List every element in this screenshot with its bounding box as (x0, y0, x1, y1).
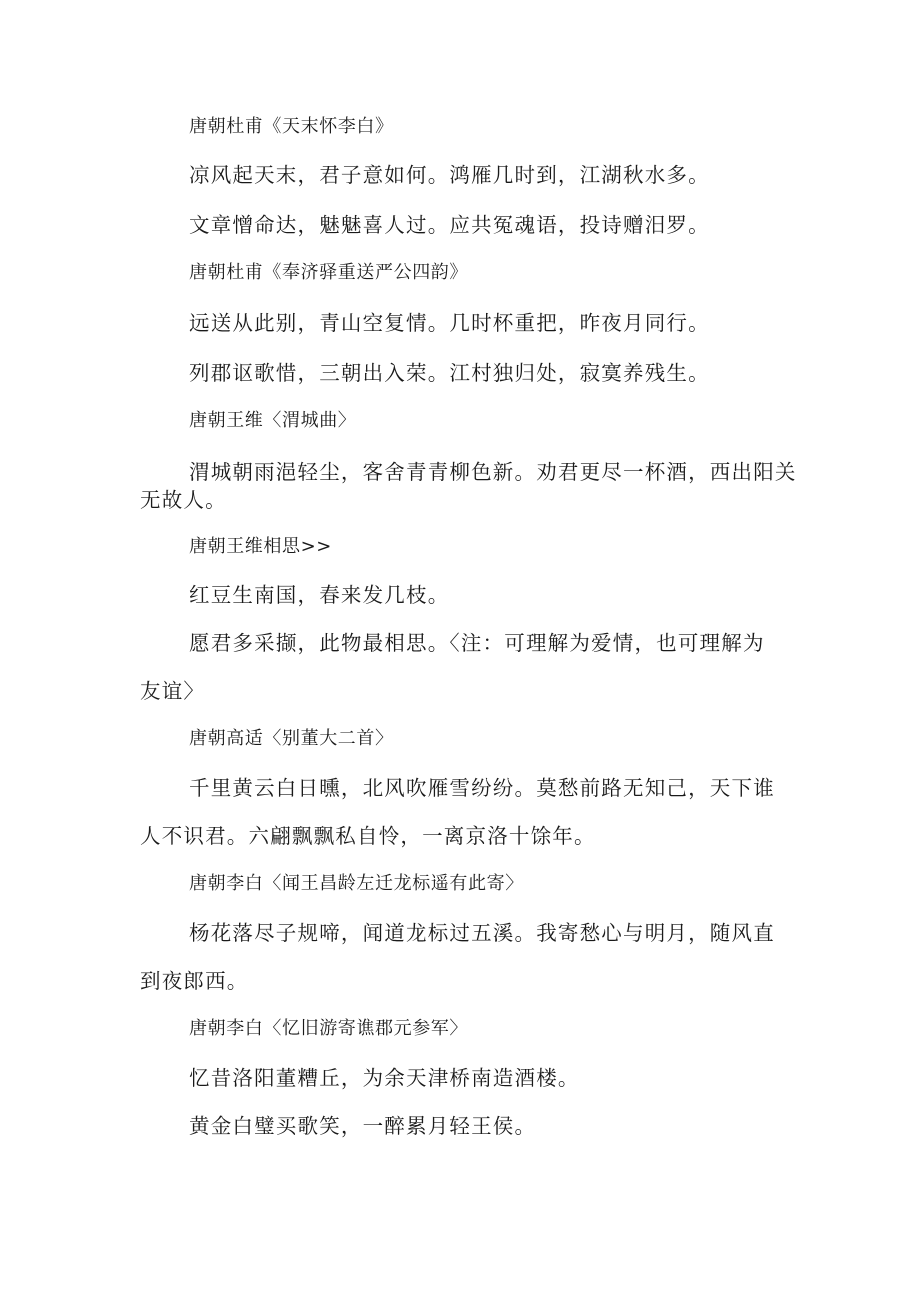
poem-heading: 唐朝杜甫《奉济驿重送严公四韵》 (189, 262, 468, 283)
poem-heading: 唐朝王维〈渭城曲〉 (189, 410, 357, 431)
poem-line: 忆昔洛阳董糟丘，为余天津桥南造酒楼。 (189, 1066, 580, 1090)
poem-line: 到夜郎西。 (140, 969, 249, 993)
poem-heading: 唐朝杜甫《天末怀李白》 (189, 116, 394, 137)
poem-line: 黄金白璧买歌笑，一醉累月轻王侯。 (189, 1114, 537, 1138)
poem-line: 文章憎命达，魅魅喜人过。应共冤魂语，投诗赠汨罗。 (189, 213, 710, 237)
poem-line: 杨花落尽子规啼，闻道龙标过五溪。我寄愁心与明月，随风直 (189, 921, 775, 945)
poem-line: 列郡讴歌惜，三朝出入荣。江村独归处，寂寞养残生。 (189, 361, 710, 385)
poem-line: 愿君多采撷，此物最相思。〈注：可理解为爱情，也可理解为 (189, 631, 765, 655)
poem-line: 千里黄云白日曛，北风吹雁雪纷纷。莫愁前路无知己，天下谁 (189, 776, 775, 800)
poem-heading: 唐朝高适〈别董大二首〉 (189, 728, 394, 749)
poem-paragraph: 渭城朝雨浥轻尘，客舍青青柳色新。劝君更尽一杯酒，西出阳关无故人。 (140, 460, 797, 512)
poem-line: 红豆生南国，春来发几枝。 (189, 583, 450, 607)
poem-heading: 唐朝王维相思>> (189, 536, 332, 557)
poem-line: 远送从此别，青山空复情。几时杯重把，昨夜月同行。 (189, 311, 710, 335)
poem-line: 凉风起天末，君子意如何。鸿雁几时到，江湖秋水多。 (189, 163, 710, 187)
poem-heading: 唐朝李白〈忆旧游寄谯郡元参军〉 (189, 1018, 468, 1039)
poem-line: 人不识君。六翩飘飘私自怜，一离京洛十馀年。 (140, 824, 596, 848)
poem-line: 友谊〉 (140, 679, 206, 703)
poem-heading: 唐朝李白〈闻王昌龄左迁龙标遥有此寄〉 (189, 873, 524, 894)
